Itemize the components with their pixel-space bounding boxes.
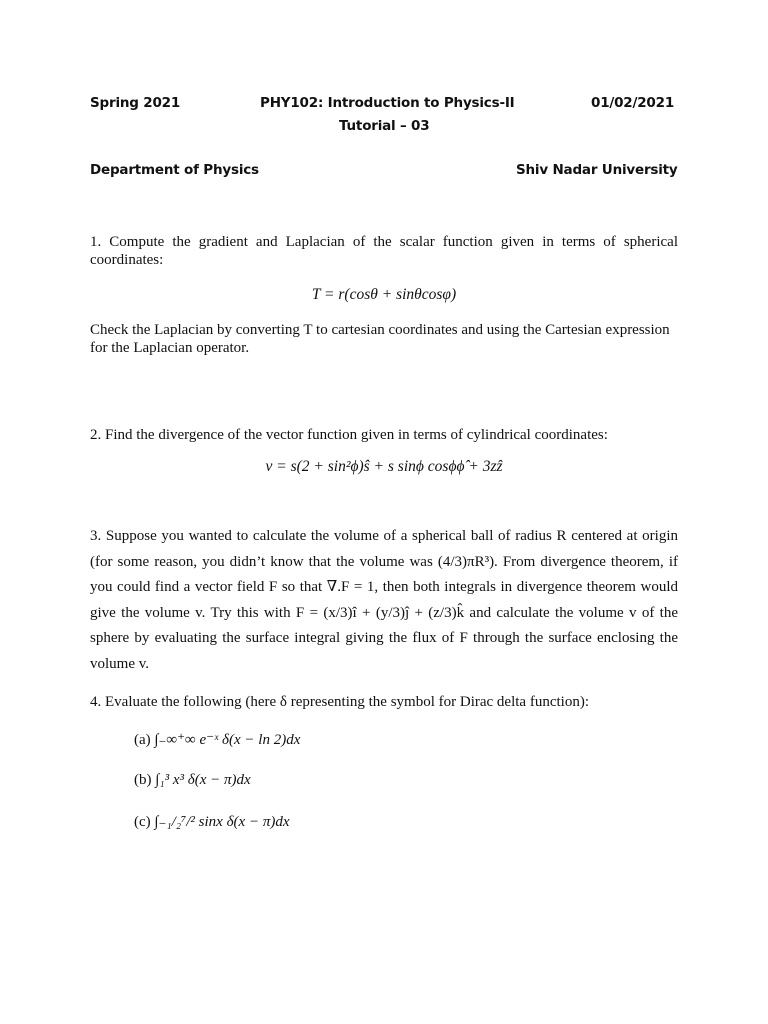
question-1-equation-text: T = r(cosθ + sinθcosφ): [311, 286, 457, 303]
department: Department of Physics: [90, 162, 259, 178]
course-title: PHY102: Introduction to Physics-II: [260, 95, 515, 111]
part-expression: ∫₁³ x³ δ(x − π)dx: [155, 772, 251, 788]
question-4-part-c: [134, 813, 290, 831]
question-2-equation-text: v = s(2 + sin²ϕ)ŝ + s sinϕ cosϕϕ̂ + 3zẑ: [265, 458, 503, 475]
question-1-check: Check the Laplacian by converting T to cartesian coordinates and using the Cartesian expression for the Laplacian operator.: [90, 322, 670, 356]
question-4-part-b: [134, 771, 251, 789]
question-1-equation: [0, 286, 768, 304]
part-label: (a): [134, 732, 151, 748]
question-4-text: 4. Evaluate the following (here δ representing the symbol for Dirac delta function):: [90, 694, 589, 710]
question-4-part-a: [134, 731, 300, 749]
university: Shiv Nadar University: [516, 162, 678, 178]
question-2-text: 2. Find the divergence of the vector function given in terms of cylindrical coordinates:: [90, 427, 608, 443]
question-3-text: 3. Suppose you wanted to calculate the volume of a spherical ball of radius R centered at origin (for some reason, you didn’t know that the volume was (4/3)πR³). From divergence theorem, if you could find a vector field F so that ∇.F = 1, then both integrals in divergence theorem would give the volume v. Try this with F = (x/3)î + (y/3)ĵ + (z/3)k̂ and calculate the volume v of the sphere by evaluating the surface integral giving the flux of F through the surface enclosing the volume v.: [90, 528, 678, 672]
part-label: (b): [134, 772, 152, 788]
term: Spring 2021: [90, 95, 181, 111]
part-expression: ∫₋₁/₂⁷/² sinx δ(x − π)dx: [154, 814, 290, 830]
part-expression: ∫₋∞⁺∞ e⁻ˣ δ(x − ln 2)dx: [154, 732, 301, 748]
part-label: (c): [134, 814, 151, 830]
tutorial-number: Tutorial – 03: [339, 118, 430, 134]
date: 01/02/2021: [591, 95, 675, 111]
question-1-text: 1. Compute the gradient and Laplacian of the scalar function given in terms of spherical coordinates:: [90, 234, 678, 268]
question-2-equation: [0, 458, 768, 476]
